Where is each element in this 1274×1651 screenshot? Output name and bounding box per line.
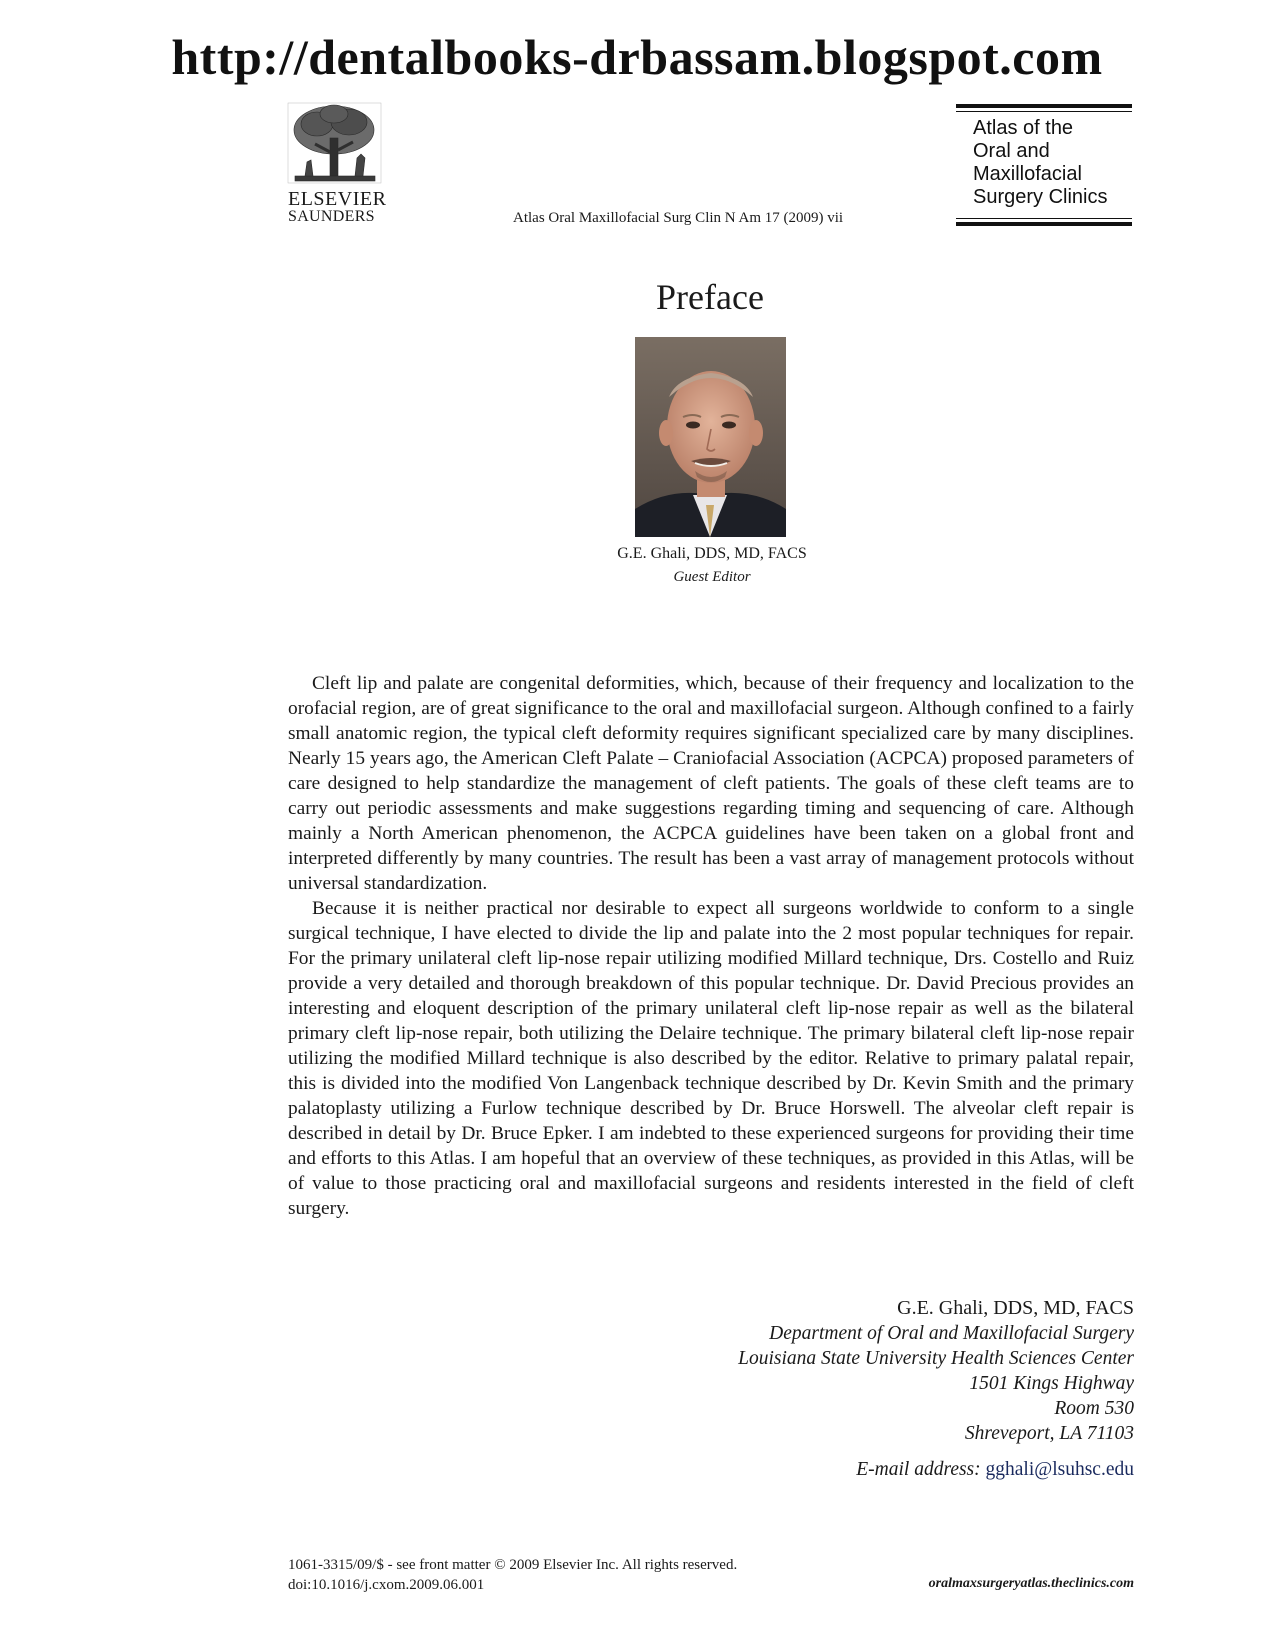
email-link[interactable]: gghali@lsuhsc.edu [985, 1459, 1134, 1480]
body-paragraph: Cleft lip and palate are congenital deformities, which, because of their frequency and localization to the orofacial region, are of great significance to the oral and maxillofacial surgeon. Although confined to a fairly small anatomic region, the typical cleft deformity requires significant specialized care by many disciplines. Nearly 15 years ago, the American Cleft Palate – Craniofacial Association (ACPCA) proposed parameters of care designed to help standardize the management of cleft patients. The goals of these cleft teams are to carry out periodic assessments and make suggestions regarding timing and sequencing of care. Although mainly a North American phenomenon, the ACPCA guidelines have been taken on a global front and interpreted differently by many countries. The result has been a vast array of management protocols without universal standardization. [288, 673, 1134, 894]
journal-title [973, 117, 1107, 209]
journal-website-link[interactable]: oralmaxsurgeryatlas.theclinics.com [928, 1576, 1134, 1591]
author-signature-block [738, 1296, 1134, 1446]
author-institution: Louisiana State University Health Sciences Center [738, 1348, 1134, 1369]
editor-portrait-photo [635, 337, 786, 537]
footer-copyright-block [288, 1555, 737, 1595]
author-room: Room 530 [1054, 1398, 1134, 1419]
publisher-imprint: SAUNDERS [288, 208, 375, 225]
author-city: Shreveport, LA 71103 [964, 1423, 1134, 1444]
author-street: 1501 Kings Highway [969, 1373, 1134, 1394]
journal-title-line: Oral and [973, 140, 1050, 162]
journal-title-line: Surgery Clinics [973, 186, 1108, 208]
guest-editor-role: Guest Editor [673, 569, 751, 585]
bottom-rule-thin [956, 218, 1132, 219]
author-name: G.E. Ghali, DDS, MD, FACS [897, 1297, 1134, 1319]
bottom-rule-thick [956, 222, 1132, 226]
body-paragraph: Because it is neither practical nor desirable to expect all surgeons worldwide to conform to a single surgical technique, I have elected to divide the lip and palate into the 2 most popular techniques for repair. For the primary unilateral cleft lip-nose repair utilizing modified Millard technique, Drs. Costello and Ruiz provide a very detailed and thorough breakdown of this popular technique. Dr. David Precious provides an interesting and eloquent description of the primary unilateral cleft lip-nose repair as well as the bilateral primary cleft lip-nose repair, both utilizing the Delaire technique. The primary bilateral cleft lip-nose repair utilizing the modified Millard technique is also described by the editor. Relative to primary palatal repair, this is divided into the modified Von Langenback technique described by Dr. Kevin Smith and the primary palatoplasty utilizing a Furlow technique described by Dr. Bruce Horswell. The alveolar cleft repair is described in detail by Dr. Bruce Epker. I am indebted to these experienced surgeons for providing their time and efforts to this Atlas. I am hopeful that an overview of these techniques, as provided in this Atlas, will be of value to those practicing oral and maxillofacial surgeons and residents interested in the field of cleft surgery. [288, 898, 1134, 1219]
doi-link[interactable]: doi:10.1016/j.cxom.2009.06.001 [288, 1577, 485, 1593]
journal-citation: Atlas Oral Maxillofacial Surg Clin N Am 17 (2009) vii [513, 210, 844, 226]
author-email-line [856, 1459, 1134, 1481]
journal-title-line: Maxillofacial [973, 163, 1082, 185]
journal-title-box [956, 104, 1132, 226]
publisher-name: ELSEVIER [288, 188, 387, 210]
guest-editor-name: G.E. Ghali, DDS, MD, FACS [617, 545, 807, 562]
publisher-wordmark [288, 190, 386, 226]
author-department: Department of Oral and Maxillofacial Surgery [769, 1323, 1134, 1344]
journal-title-line: Atlas of the [973, 117, 1074, 139]
copyright-notice: 1061-3315/09/$ - see front matter © 2009 Elsevier Inc. All rights reserved. [288, 1557, 738, 1573]
email-label: E-mail address: [856, 1459, 981, 1480]
page-title: Preface [656, 277, 764, 317]
preface-body [288, 671, 1134, 1221]
top-rule-thick [956, 104, 1132, 108]
top-rule-thin [956, 111, 1132, 112]
site-url-header: http://dentalbooks-drbassam.blogspot.com [171, 29, 1103, 85]
